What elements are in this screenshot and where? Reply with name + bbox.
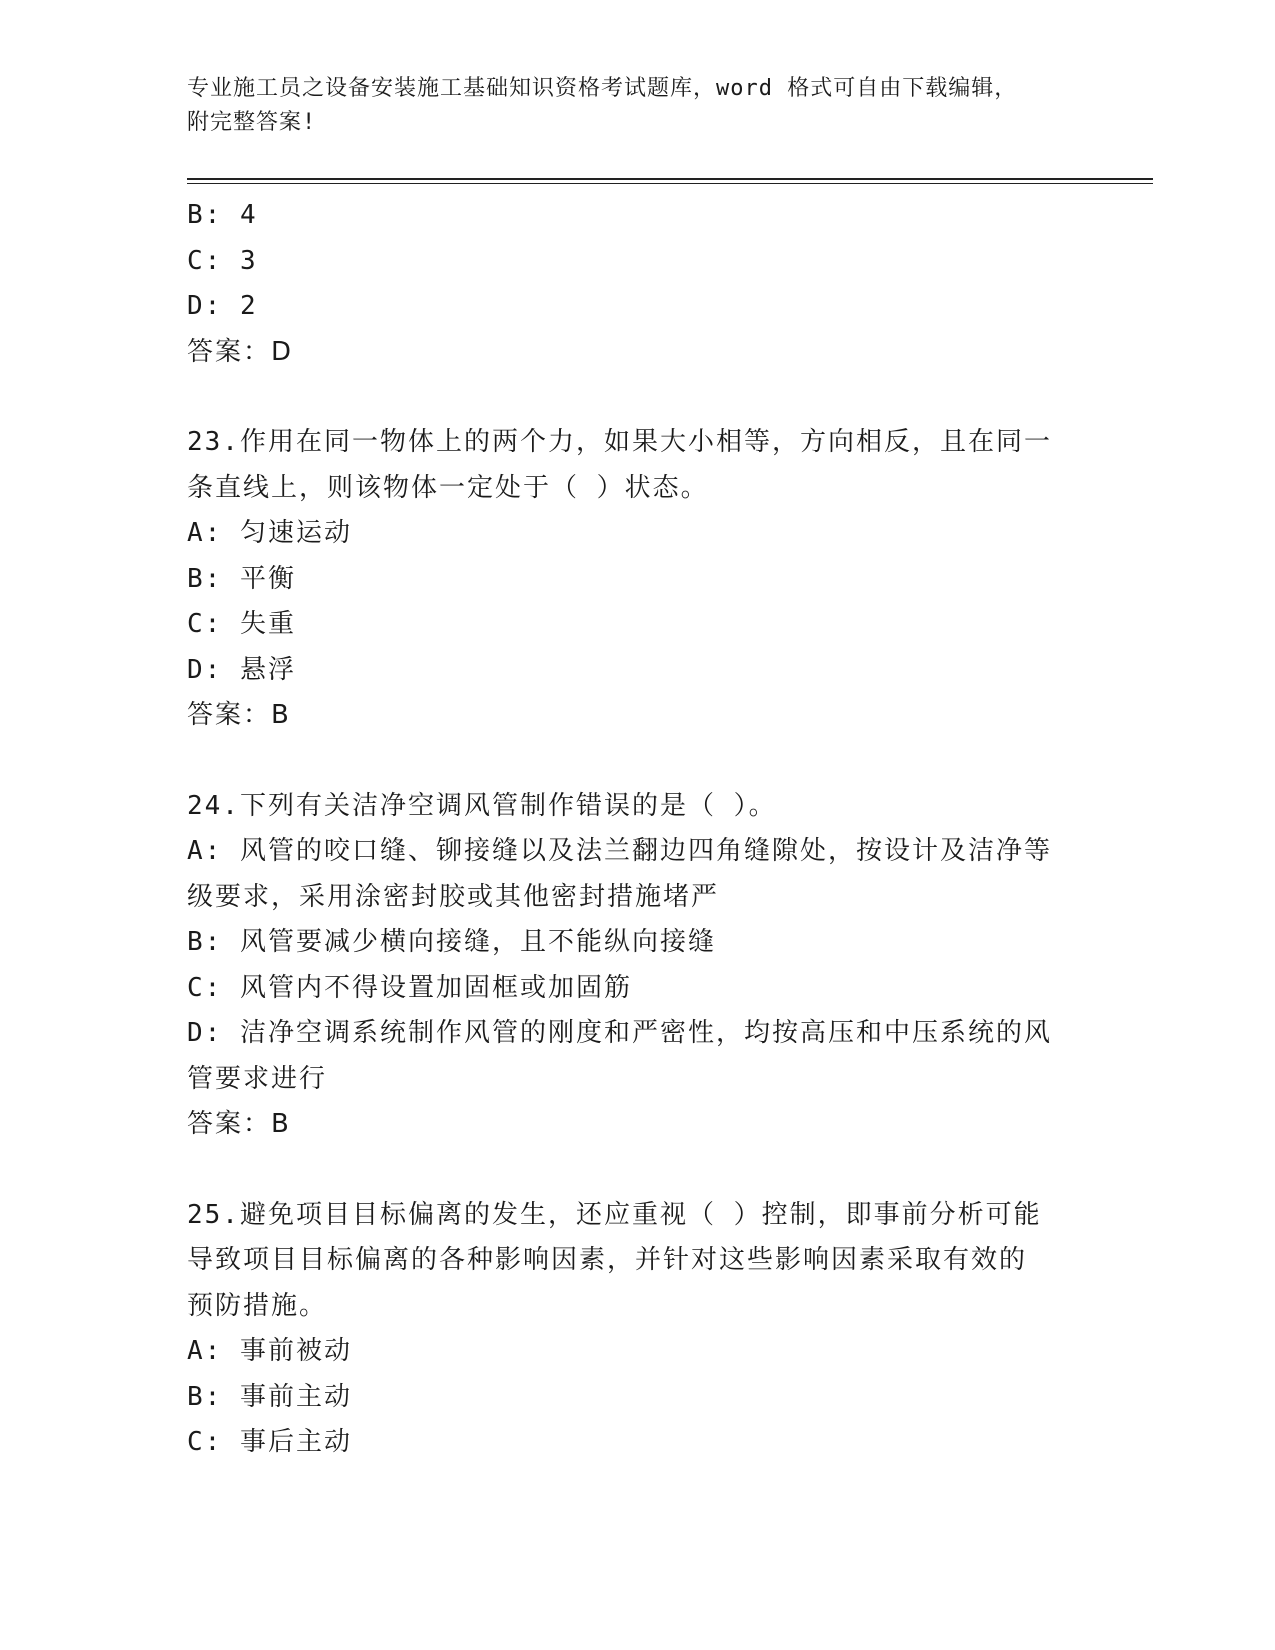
question-stem: 23.作用在同一物体上的两个力，如果大小相等，方向相反，且在同一 [187, 427, 1052, 457]
header-divider-thin [187, 183, 1153, 184]
header-title-line1: 专业施工员之设备安装施工基础知识资格考试题库，word 格式可自由下载编辑， [187, 76, 1018, 101]
option-a: A: 匀速运动 [187, 518, 352, 548]
option-c: C: 3 [187, 245, 258, 276]
header-divider-thick [187, 178, 1153, 180]
option-a: A: 风管的咬口缝、铆接缝以及法兰翻边四角缝隙处，按设计及洁净等 [187, 836, 1052, 866]
option-d-continued: 管要求进行 [187, 1063, 328, 1094]
question-stem: 25.避免项目目标偏离的发生，还应重视（ ）控制，即事前分析可能 [187, 1199, 1042, 1230]
option-c: C: 失重 [187, 609, 296, 639]
option-c: C: 风管内不得设置加固框或加固筋 [187, 972, 632, 1003]
question-stem: 导致项目目标偏离的各种影响因素，并针对这些影响因素采取有效的 [187, 1245, 1028, 1275]
option-b: B: 风管要减少横向接缝，且不能纵向接缝 [187, 927, 716, 957]
option-b: B: 平衡 [187, 563, 296, 594]
question-24 [187, 784, 1067, 1148]
option-d: D: 悬浮 [187, 654, 296, 685]
option-d: D: 2 [187, 291, 258, 321]
option-c: C: 事后主动 [187, 1427, 352, 1457]
document-header [187, 72, 1077, 140]
question-stem: 条直线上，则该物体一定处于（ ）状态。 [187, 472, 709, 503]
option-b: B: 事前主动 [187, 1381, 352, 1412]
option-a-continued: 级要求，采用涂密封胶或其他密封措施堵严 [187, 881, 720, 912]
option-d: D: 洁净空调系统制作风管的刚度和严密性，均按高压和中压系统的风 [187, 1018, 1052, 1048]
question-23 [187, 420, 1067, 739]
option-a: A: 事前被动 [187, 1336, 352, 1366]
question-stem: 24.下列有关洁净空调风管制作错误的是（ ）。 [187, 790, 777, 821]
question-25 [187, 1193, 1067, 1466]
answer-line: 答案：B [187, 700, 291, 730]
question-stem: 预防措施。 [187, 1290, 328, 1321]
question-22-continued [187, 193, 1067, 375]
question-list [187, 193, 1067, 1466]
answer-line: 答案：D [187, 336, 294, 367]
header-title-line2: 附完整答案! [187, 110, 317, 135]
option-b: B: 4 [187, 200, 258, 230]
answer-line: 答案：B [187, 1109, 291, 1139]
